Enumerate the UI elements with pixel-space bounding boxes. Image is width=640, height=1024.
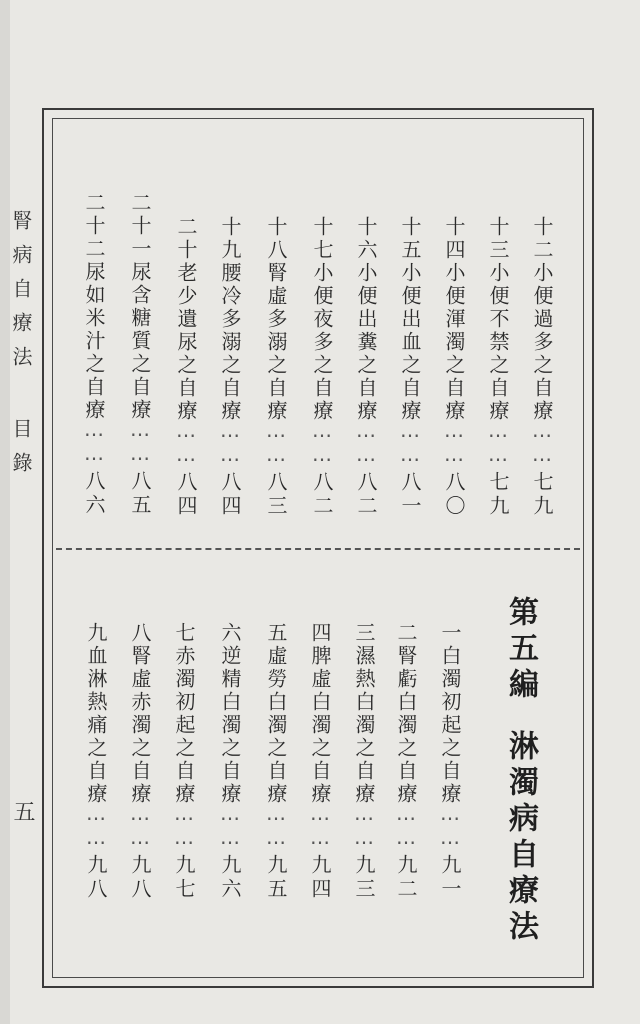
entry-page: 九八 xyxy=(84,854,108,902)
entry-page: 八二 xyxy=(354,471,378,519)
entry-number: 八 xyxy=(128,622,152,645)
toc-entry xyxy=(436,622,482,902)
entry-number: 一 xyxy=(438,622,462,645)
leader-dots: ⋯⋯ xyxy=(442,423,466,471)
entry-title: 尿含糖質之自療 xyxy=(128,261,152,422)
entry-title: 白濁初起之自療 xyxy=(438,645,462,806)
entry-title: 小便不禁之自療 xyxy=(486,262,510,423)
entry-title: 腎虧白濁之自療 xyxy=(394,645,418,806)
entry-number: 七 xyxy=(172,622,196,645)
toc-entry xyxy=(82,622,128,902)
toc-entry xyxy=(306,622,352,902)
leader-dots: ⋯⋯ xyxy=(352,806,376,854)
entry-page: 八〇 xyxy=(442,471,466,519)
section-number: 第五編 xyxy=(503,596,538,704)
toc-entry xyxy=(126,622,172,902)
toc-entry xyxy=(396,216,442,519)
leader-dots: ⋯⋯ xyxy=(438,806,462,854)
entry-number: 十九 xyxy=(218,216,242,262)
entry-number: 六 xyxy=(218,622,242,645)
entry-number: 十五 xyxy=(398,216,422,262)
leader-dots: ⋯⋯ xyxy=(82,422,106,470)
entry-page: 九七 xyxy=(172,854,196,902)
entry-number: 四 xyxy=(308,622,332,645)
leader-dots: ⋯⋯ xyxy=(354,423,378,471)
leader-dots: ⋯⋯ xyxy=(264,423,288,471)
entry-title: 腎虛赤濁之自療 xyxy=(128,645,152,806)
toc-entry xyxy=(528,216,574,519)
entry-page: 九八 xyxy=(128,854,152,902)
entry-title: 老少遺尿之自療 xyxy=(174,262,198,423)
section-heading xyxy=(498,596,542,946)
entry-title: 小便夜多之自療 xyxy=(310,262,334,423)
entry-title: 虛勞白濁之自療 xyxy=(264,645,288,806)
running-header: 腎病自療法 目錄 xyxy=(9,210,33,486)
entry-page: 九四 xyxy=(308,854,332,902)
leader-dots: ⋯⋯ xyxy=(394,806,418,854)
leader-dots: ⋯⋯ xyxy=(128,806,152,854)
leader-dots: ⋯⋯ xyxy=(84,806,108,854)
toc-entry xyxy=(262,216,308,519)
toc-entry xyxy=(216,216,262,519)
entry-title: 逆精白濁之自療 xyxy=(218,645,242,806)
toc-entry xyxy=(262,622,308,902)
entry-title: 小便過多之自療 xyxy=(530,262,554,423)
toc-entry xyxy=(352,216,398,519)
leader-dots: ⋯⋯ xyxy=(310,423,334,471)
entry-title: 赤濁初起之自療 xyxy=(172,645,196,806)
entry-number: 十六 xyxy=(354,216,378,262)
toc-entry xyxy=(350,622,396,902)
toc-entry xyxy=(80,192,126,518)
leader-dots: ⋯⋯ xyxy=(174,423,198,471)
entry-title: 尿如米汁之自療 xyxy=(82,261,106,422)
toc-entry xyxy=(308,216,354,519)
entry-number: 十四 xyxy=(442,216,466,262)
entry-page: 八四 xyxy=(218,471,242,519)
toc-entry xyxy=(440,216,486,519)
page-number: 五 xyxy=(10,800,35,822)
entry-title: 腰冷多溺之自療 xyxy=(218,262,242,423)
entry-title: 濕熱白濁之自療 xyxy=(352,645,376,806)
leader-dots: ⋯⋯ xyxy=(308,806,332,854)
toc-entry xyxy=(216,622,262,902)
toc-entry xyxy=(392,622,438,902)
entry-page: 八四 xyxy=(174,471,198,519)
entry-number: 十三 xyxy=(486,216,510,262)
entry-number: 二十 xyxy=(174,216,198,262)
entry-page: 九五 xyxy=(264,854,288,902)
entry-page: 九六 xyxy=(218,854,242,902)
entry-number: 五 xyxy=(264,622,288,645)
toc-entry xyxy=(170,622,216,902)
entry-number: 十八 xyxy=(264,216,288,262)
entry-number: 二十二 xyxy=(82,192,106,261)
entry-title: 血淋熱痛之自療 xyxy=(84,645,108,806)
leader-dots: ⋯⋯ xyxy=(486,423,510,471)
entry-number: 九 xyxy=(84,622,108,645)
toc-entry xyxy=(172,216,218,519)
toc-entry xyxy=(126,192,172,518)
entry-number: 十二 xyxy=(530,216,554,262)
leader-dots: ⋯⋯ xyxy=(172,806,196,854)
entry-title: 小便出血之自療 xyxy=(398,262,422,423)
entry-page: 九一 xyxy=(438,854,462,902)
entry-page: 八一 xyxy=(398,471,422,519)
section-name: 淋濁病自療法 xyxy=(503,730,538,946)
entry-number: 二十一 xyxy=(128,192,152,261)
entry-number: 三 xyxy=(352,622,376,645)
leader-dots: ⋯⋯ xyxy=(128,422,152,470)
entry-number: 二 xyxy=(394,622,418,645)
entry-title: 脾虛白濁之自療 xyxy=(308,645,332,806)
entry-title: 小便出糞之自療 xyxy=(354,262,378,423)
leader-dots: ⋯⋯ xyxy=(218,806,242,854)
entry-page: 七九 xyxy=(486,471,510,519)
entry-page: 八三 xyxy=(264,471,288,519)
section-divider xyxy=(56,548,580,552)
entry-number: 十七 xyxy=(310,216,334,262)
leader-dots: ⋯⋯ xyxy=(218,423,242,471)
entry-title: 腎虛多溺之自療 xyxy=(264,262,288,423)
page-spine xyxy=(0,0,10,1024)
entry-page: 八二 xyxy=(310,471,334,519)
entry-page: 八五 xyxy=(128,470,152,518)
entry-page: 七九 xyxy=(530,471,554,519)
toc-entry xyxy=(484,216,530,519)
entry-page: 九三 xyxy=(352,854,376,902)
entry-page: 八六 xyxy=(82,470,106,518)
entry-title: 小便渾濁之自療 xyxy=(442,262,466,423)
entry-page: 九二 xyxy=(394,854,418,902)
leader-dots: ⋯⋯ xyxy=(264,806,288,854)
leader-dots: ⋯⋯ xyxy=(530,423,554,471)
leader-dots: ⋯⋯ xyxy=(398,423,422,471)
